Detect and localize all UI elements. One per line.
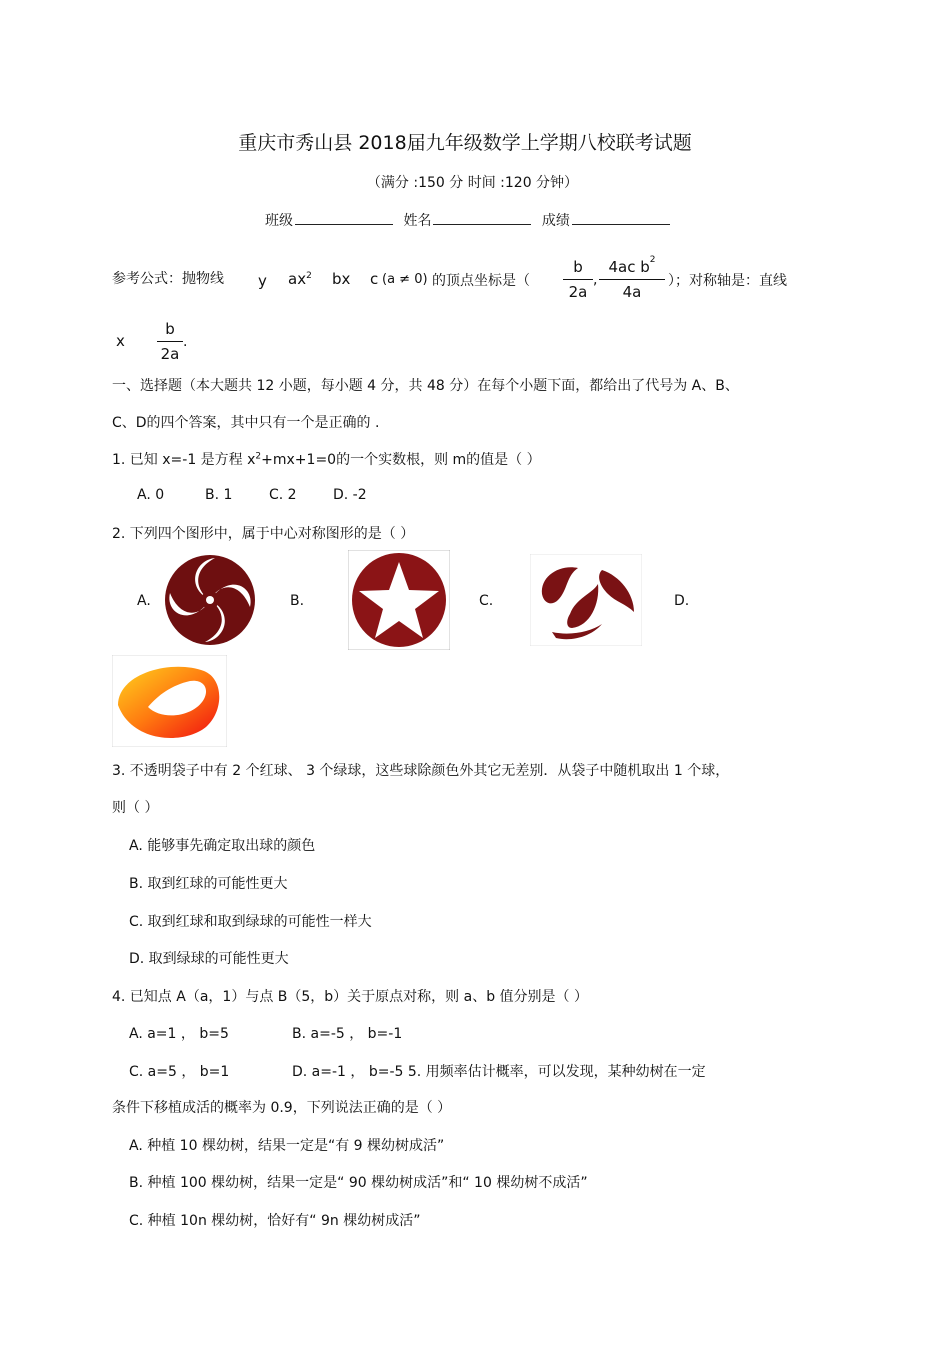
section-heading: 一、选择题（本大题共 12 小题，每小题 4 分，共 48 分）在每个小题下面，都给出了代号为 A、B、	[112, 378, 739, 394]
figure-c-drops-logo	[530, 554, 642, 646]
figure-d-ring-logo	[112, 655, 227, 747]
q4-option-d: D. a=-1 ， b=-5 5. 用频率估计概率，可以发现，某种幼树在一定	[292, 1064, 706, 1080]
section-heading-cont: C、D的四个答案，其中只有一个是正确的 .	[112, 415, 380, 431]
q3-option-b: B. 取到红球的可能性更大	[129, 876, 288, 892]
formula-prefix: 参考公式：抛物线	[112, 271, 224, 287]
exam-meta: （满分 :150 分 时间 :120 分钟）	[366, 175, 579, 191]
q3-option-d: D. 取到绿球的可能性更大	[129, 951, 289, 967]
class-label: 班级	[265, 213, 293, 229]
question-2: 2. 下列四个图形中，属于中心对称图形的是（ ）	[112, 526, 415, 542]
page-title: 重庆市秀山县 2018届九年级数学上学期八校联考试题	[238, 132, 692, 154]
axis-text: ）；对称轴是：直线	[668, 273, 787, 289]
score-blank	[572, 211, 670, 225]
axis-period: .	[183, 334, 188, 350]
q2-option-a: A.	[137, 593, 151, 609]
q4-option-c: C. a=5 ， b=1	[129, 1064, 230, 1080]
name-label: 姓名	[403, 213, 432, 229]
question-5: 条件下移植成活的概率为 0.9，下列说法正确的是（ ）	[112, 1100, 452, 1116]
q1-option-b: B. 1	[205, 487, 233, 503]
q1-option-a: A. 0	[137, 487, 165, 503]
q5-option-c: C. 种植 10n 棵幼树，恰好有“ 9n 棵幼树成活”	[129, 1213, 421, 1229]
axis-x: x	[116, 332, 125, 350]
vertex-fraction-x: $\frac{b}{2a}$	[563, 258, 593, 301]
vertex-text: 的顶点坐标是（	[432, 273, 530, 289]
student-info-row	[265, 210, 676, 230]
figure-a-swirl-logo	[160, 552, 260, 647]
formula-comma: ,	[593, 272, 598, 288]
name-blank	[433, 211, 531, 225]
vertex-fraction-y: $\frac{4ac b^2}{4a}$	[599, 258, 665, 301]
q2-option-d: D.	[674, 593, 690, 609]
q2-option-b: B.	[290, 593, 305, 609]
q3-option-c: C. 取到红球和取到绿球的可能性一样大	[129, 914, 372, 930]
question-1: 1. 已知 x=-1 是方程 $x^2+mx+1=0$的一个实数根，则 m的值是（ ）	[112, 451, 541, 468]
q4-option-a: A. a=1 ， b=5	[129, 1026, 229, 1042]
axis-fraction: $\frac{b}{2a}$	[157, 320, 183, 363]
figure-b-star-circle	[348, 550, 450, 650]
formula-ax: $ax^2$	[288, 270, 312, 288]
formula-c: c	[370, 270, 379, 288]
class-blank	[295, 211, 393, 225]
q1-option-d: D. -2	[333, 487, 367, 503]
question-4: 4. 已知点 A（a，1）与点 B（5，b）关于原点对称，则 a、b 值分别是（ ）	[112, 989, 588, 1005]
question-3: 3. 不透明袋子中有 2 个红球、 3 个绿球，这些球除颜色外其它无差别．从袋子中随机取出 1 个球，	[112, 763, 730, 779]
q1-option-c: C. 2	[269, 487, 297, 503]
formula-bx: bx	[332, 270, 351, 288]
q5-option-b: B. 种植 100 棵幼树，结果一定是“ 90 棵幼树成活”和“ 10 棵幼树不成活”	[129, 1175, 588, 1191]
q5-option-a: A. 种植 10 棵幼树，结果一定是“有 9 棵幼树成活”	[129, 1138, 445, 1154]
question-3-cont: 则（ ）	[112, 800, 159, 816]
score-label: 成绩	[541, 213, 570, 229]
q2-option-c: C.	[479, 593, 494, 609]
q3-option-a: A. 能够事先确定取出球的颜色	[129, 838, 316, 854]
formula-y: y	[258, 272, 267, 290]
formula-condition: (a ≠ 0)	[382, 272, 428, 287]
q4-option-b: B. a=-5 ， b=-1	[292, 1026, 403, 1042]
